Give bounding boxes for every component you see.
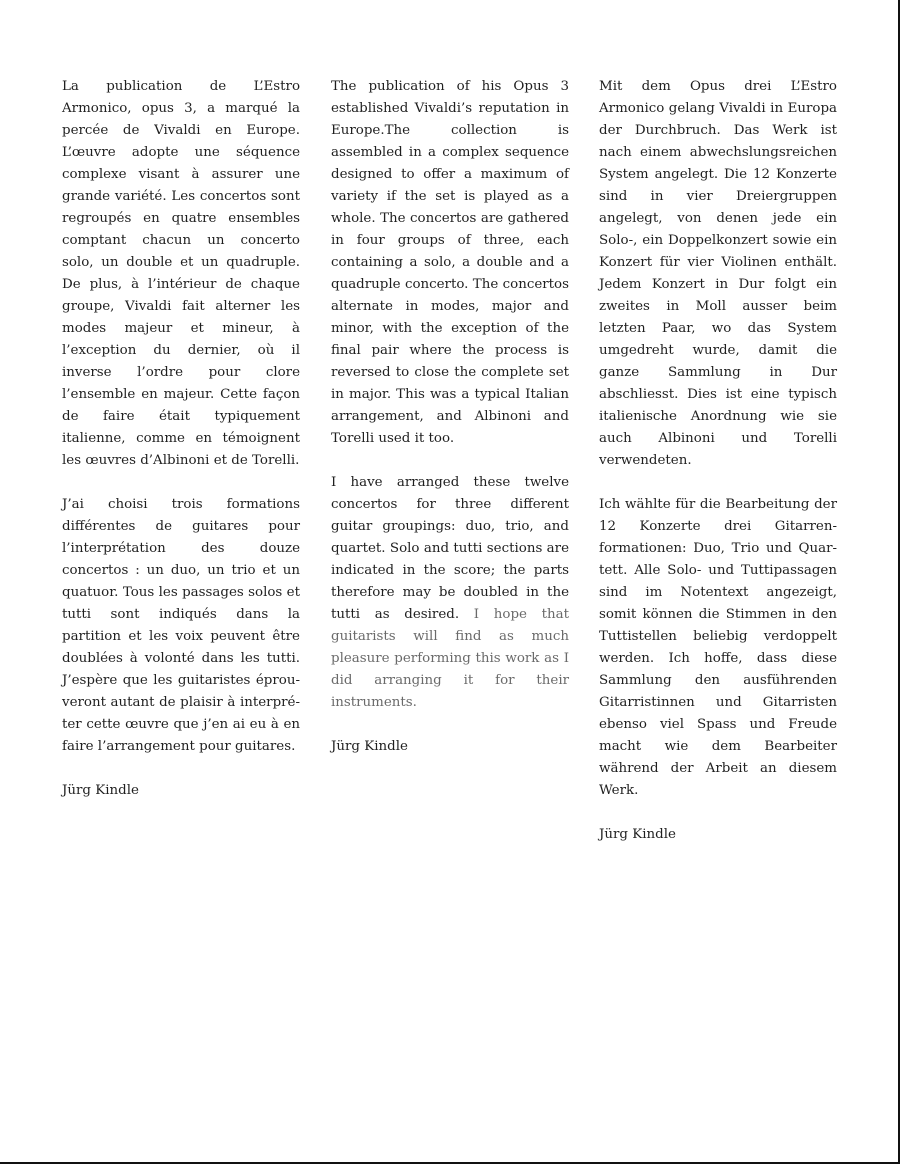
german-column — [599, 76, 837, 868]
english-column — [331, 76, 569, 780]
english-paragraph-2 — [331, 472, 569, 714]
german-paragraph-1: Mit dem Opus drei L’Estro Armonico gelang Vivaldi in Europa der Durchbruch. Das Werk ist nach einem abwechslungsreichen System angelegt. Die 12 Konzerte sind in vier Dreiergruppen angelegt, von denen jede ein Solo-, ein Doppelkonzert sowie ein Konzert für vier Violinen enthält. Jedem Konzert in Dur folgt ein zweites in Moll ausser beim letzten Paar, wo das System umgedreht wurde, damit die ganze Sammlung in Dur abschliesst. Dies ist eine typisch italienische Anordnung wie sie auch Albinoni und Torelli verwendeten. — [599, 79, 837, 468]
english-signature: Jürg Kindle — [331, 739, 408, 754]
german-signature: Jürg Kindle — [599, 827, 676, 842]
english-paragraph-1: The publication of his Opus 3 established Vivaldi’s reputation in Europe.The collection is assembled in a complex sequence designed to offer a maximum of variety if the set is played as a whole. The concertos are gathered in four groups of three, each containing a solo, a double and a quadruple concerto. The concertos alternate in modes, major and minor, with the exception of the final pair where the process is reversed to close the complete set in major. This was a typical Italian arrangement, and Albinoni and Torelli used it too. — [331, 79, 569, 446]
german-paragraph-2: Ich wählte für die Bearbeitung der 12 Konzerte drei Gitarrenformationen: Duo, Trio und Quartett. Alle Solo- und Tuttipassagen sind im Notentext angezeigt, somit können die Stimmen in den Tuttistellen beliebig verdoppelt werden. Ich hoffe, dass diese Sammlung den ausführenden Gitarristinnen und Gitarristen ebenso viel Spass und Freude macht wie dem Bearbeiter während der Arbeit an diesem Werk. — [599, 497, 837, 798]
english-paragraph-2-light: I hope that guitarists will find as much pleasure performing this work as I did arranging it for their instruments. — [331, 607, 569, 710]
french-paragraph-1: La publication de L’Estro Armonico, opus 3, a marqué la percée de Vivaldi en Europe. L’œuvre adopte une séquence complexe visant à assurer une grande variété. Les concertos sont regroupés en quatre ensembles comptant chacun un concerto solo, un double et un quadruple. De plus, à l’intérieur de chaque groupe, Vivaldi fait alterner les modes majeur et mineur, à l’exception du dernier, où il inverse l’ordre pour clore l’ensemble en majeur. Cette façon de faire était typiquement italienne, comme en témoignent les œuvres d’Albinoni et de Torelli. — [62, 79, 300, 468]
french-paragraph-2: J’ai choisi trois formations différentes de guitares pour l’interprétation des douze concertos : un duo, un trio et un quatuor. Tous les passages solos et tutti sont indiqués dans la partition et les voix peuvent être doublées à volonté dans les tutti. J’espère que les guitaristes éprouveront autant de plaisir à interpréter cette œuvre que j’en ai eu à en faire l’arrangement pour guitares. — [62, 497, 300, 754]
english-paragraph-2-main: I have arranged these twelve concertos for three different guitar groupings: duo, trio, and quartet. Solo and tutti sections are indicated in the score; the parts therefore may be doubled in the tutti as desired. — [331, 475, 569, 622]
french-column — [62, 76, 300, 824]
french-signature: Jürg Kindle — [62, 783, 139, 798]
